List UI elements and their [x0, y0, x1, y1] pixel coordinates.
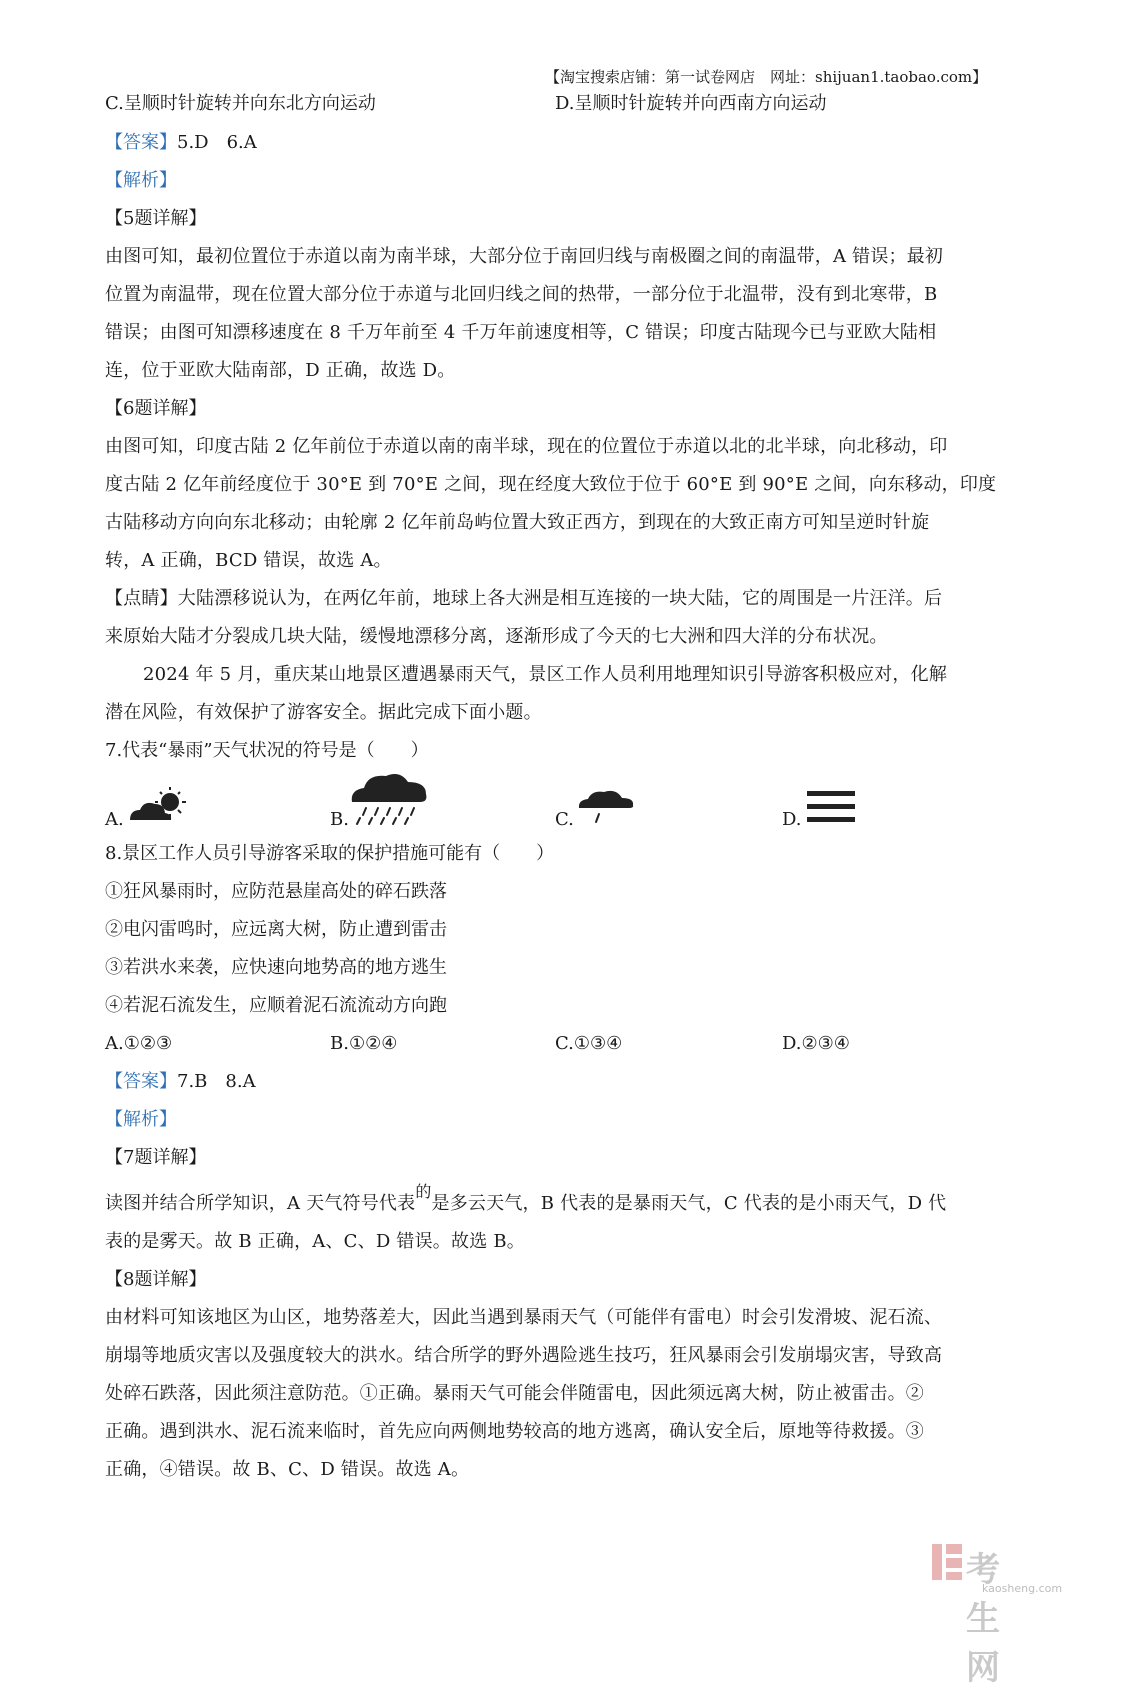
q8-option-d: D.②③④ — [782, 1033, 850, 1054]
analysis-tag: 【解析】 — [105, 1109, 177, 1130]
answer-tag: 【答案】 — [105, 132, 177, 153]
q8-item: ④若泥石流发生，应顺着泥石流流动方向跑 — [105, 995, 447, 1016]
q8-option-b: B.①②④ — [330, 1033, 398, 1054]
q7-option-b: B. — [330, 809, 349, 830]
detail5-heading: 【5题详解】 — [105, 208, 207, 229]
detail5-line: 错误；由图可知漂移速度在 8 千万年前至 4 千万年前速度相等，C 错误；印度古陆现今已与亚欧大陆相 — [105, 322, 937, 343]
detail6-line: 转，A 正确，BCD 错误，故选 A。 — [105, 550, 392, 571]
detail7-text: 是多云天气，B 代表的是暴雨天气，C 代表的是小雨天气，D 代 — [431, 1193, 947, 1214]
q8-item: ①狂风暴雨时，应防范悬崖高处的碎石跌落 — [105, 881, 447, 902]
detail7-heading: 【7题详解】 — [105, 1147, 207, 1168]
q8-item: ②电闪雷鸣时，应远离大树，防止遭到雷击 — [105, 919, 447, 940]
detail8-line: 正确，④错误。故 B、C、D 错误。故选 A。 — [105, 1459, 470, 1480]
detail7-text: 读图并结合所学知识，A 天气符号代表 — [105, 1193, 416, 1214]
detail7-line — [105, 1182, 947, 1216]
prev-option-c: C.呈顺时针旋转并向东北方向运动 — [105, 93, 376, 114]
detail6-line: 度古陆 2 亿年前经度位于 30°E 到 70°E 之间，现在经度大致位于位于 60°E 到 90°E 之间，向东移动，印度 — [105, 474, 997, 495]
q8-option-a: A.①②③ — [105, 1033, 173, 1054]
q7-option-c: C. — [555, 809, 574, 830]
partly-cloudy-icon — [122, 786, 192, 828]
detail8-line: 由材料可知该地区为山区，地势落差大，因此当遇到暴雨天气（可能伴有雷电）时会引发滑坡、泥石流、 — [105, 1307, 943, 1328]
q7-stem: 7.代表“暴雨”天气状况的符号是（ ） — [105, 740, 429, 761]
detail5-line: 由图可知，最初位置位于赤道以南为南半球，大部分位于南回归线与南极圈之间的南温带，A 错误；最初 — [105, 246, 944, 267]
header-note: 【淘宝搜索店铺：第一试卷网店 网址：shijuan1.taobao.com】 — [545, 68, 988, 86]
note-line: 【点睛】大陆漂移说认为，在两亿年前，地球上各大洲是相互连接的一块大陆，它的周围是一片汪洋。后 — [105, 588, 943, 609]
analysis-tag: 【解析】 — [105, 170, 177, 191]
answer-text: 5.D 6.A — [177, 132, 257, 153]
light-rain-icon — [576, 786, 636, 826]
detail8-line: 处碎石跌落，因此须注意防范。①正确。暴雨天气可能会伴随雷电，因此须远离大树，防止被雷击。② — [105, 1383, 924, 1404]
detail8-line: 崩塌等地质灾害以及强度较大的洪水。结合所学的野外遇险逃生技巧，狂风暴雨会引发崩塌灾害，导致高 — [105, 1345, 943, 1366]
note-line: 来原始大陆才分裂成几块大陆，缓慢地漂移分离，逐渐形成了今天的七大洲和四大洋的分布状况。 — [105, 626, 888, 647]
q8-item: ③若洪水来袭，应快速向地势高的地方逃生 — [105, 957, 447, 978]
material-line: 2024 年 5 月，重庆某山地景区遭遇暴雨天气，景区工作人员利用地理知识引导游客积极应对，化解 — [143, 664, 948, 685]
detail5-line: 位置为南温带，现在位置大部分位于赤道与北回归线之间的热带，一部分位于北温带，没有到北寒带，B — [105, 284, 938, 305]
detail7-line: 表的是雾天。故 B 正确，A、C、D 错误。故选 B。 — [105, 1231, 525, 1252]
detail8-heading: 【8题详解】 — [105, 1269, 207, 1290]
watermark — [930, 1540, 1063, 1688]
q7-option-d: D. — [782, 809, 802, 830]
watermark-url: kaosheng.com — [982, 1582, 1063, 1595]
detail6-line: 古陆移动方向向东北移动；由轮廓 2 亿年前岛屿位置大致正西方，到现在的大致正南方可知呈逆时针旋 — [105, 512, 930, 533]
fog-icon — [805, 789, 857, 825]
answer-text: 7.B 8.A — [177, 1071, 256, 1092]
detail8-line: 正确。遇到洪水、泥石流来临时，首先应向两侧地势较高的地方逃离，确认安全后，原地等待救援。③ — [105, 1421, 924, 1442]
detail6-heading: 【6题详解】 — [105, 398, 207, 419]
detail5-line: 连，位于亚欧大陆南部，D 正确，故选 D。 — [105, 360, 456, 381]
answer-tag: 【答案】 — [105, 1071, 177, 1092]
heavy-rain-icon — [348, 768, 430, 826]
q8-option-c: C.①③④ — [555, 1033, 623, 1054]
material-line: 潜在风险，有效保护了游客安全。据此完成下面小题。 — [105, 702, 542, 723]
q8-stem: 8.景区工作人员引导游客采取的保护措施可能有（ ） — [105, 843, 555, 864]
detail6-line: 由图可知，印度古陆 2 亿年前位于赤道以南的南半球，现在的位置位于赤道以北的北半球，向北移动，印 — [105, 436, 948, 457]
prev-option-d: D.呈顺时针旋转并向西南方向运动 — [555, 93, 827, 114]
answer-line-1 — [105, 131, 257, 155]
watermark-logo-icon — [930, 1540, 964, 1584]
answer-line-2 — [105, 1070, 256, 1094]
watermark-text: 考生网 — [966, 1550, 1001, 1688]
q7-option-a: A. — [105, 809, 124, 830]
detail7-superscript: 的 — [415, 1182, 432, 1201]
